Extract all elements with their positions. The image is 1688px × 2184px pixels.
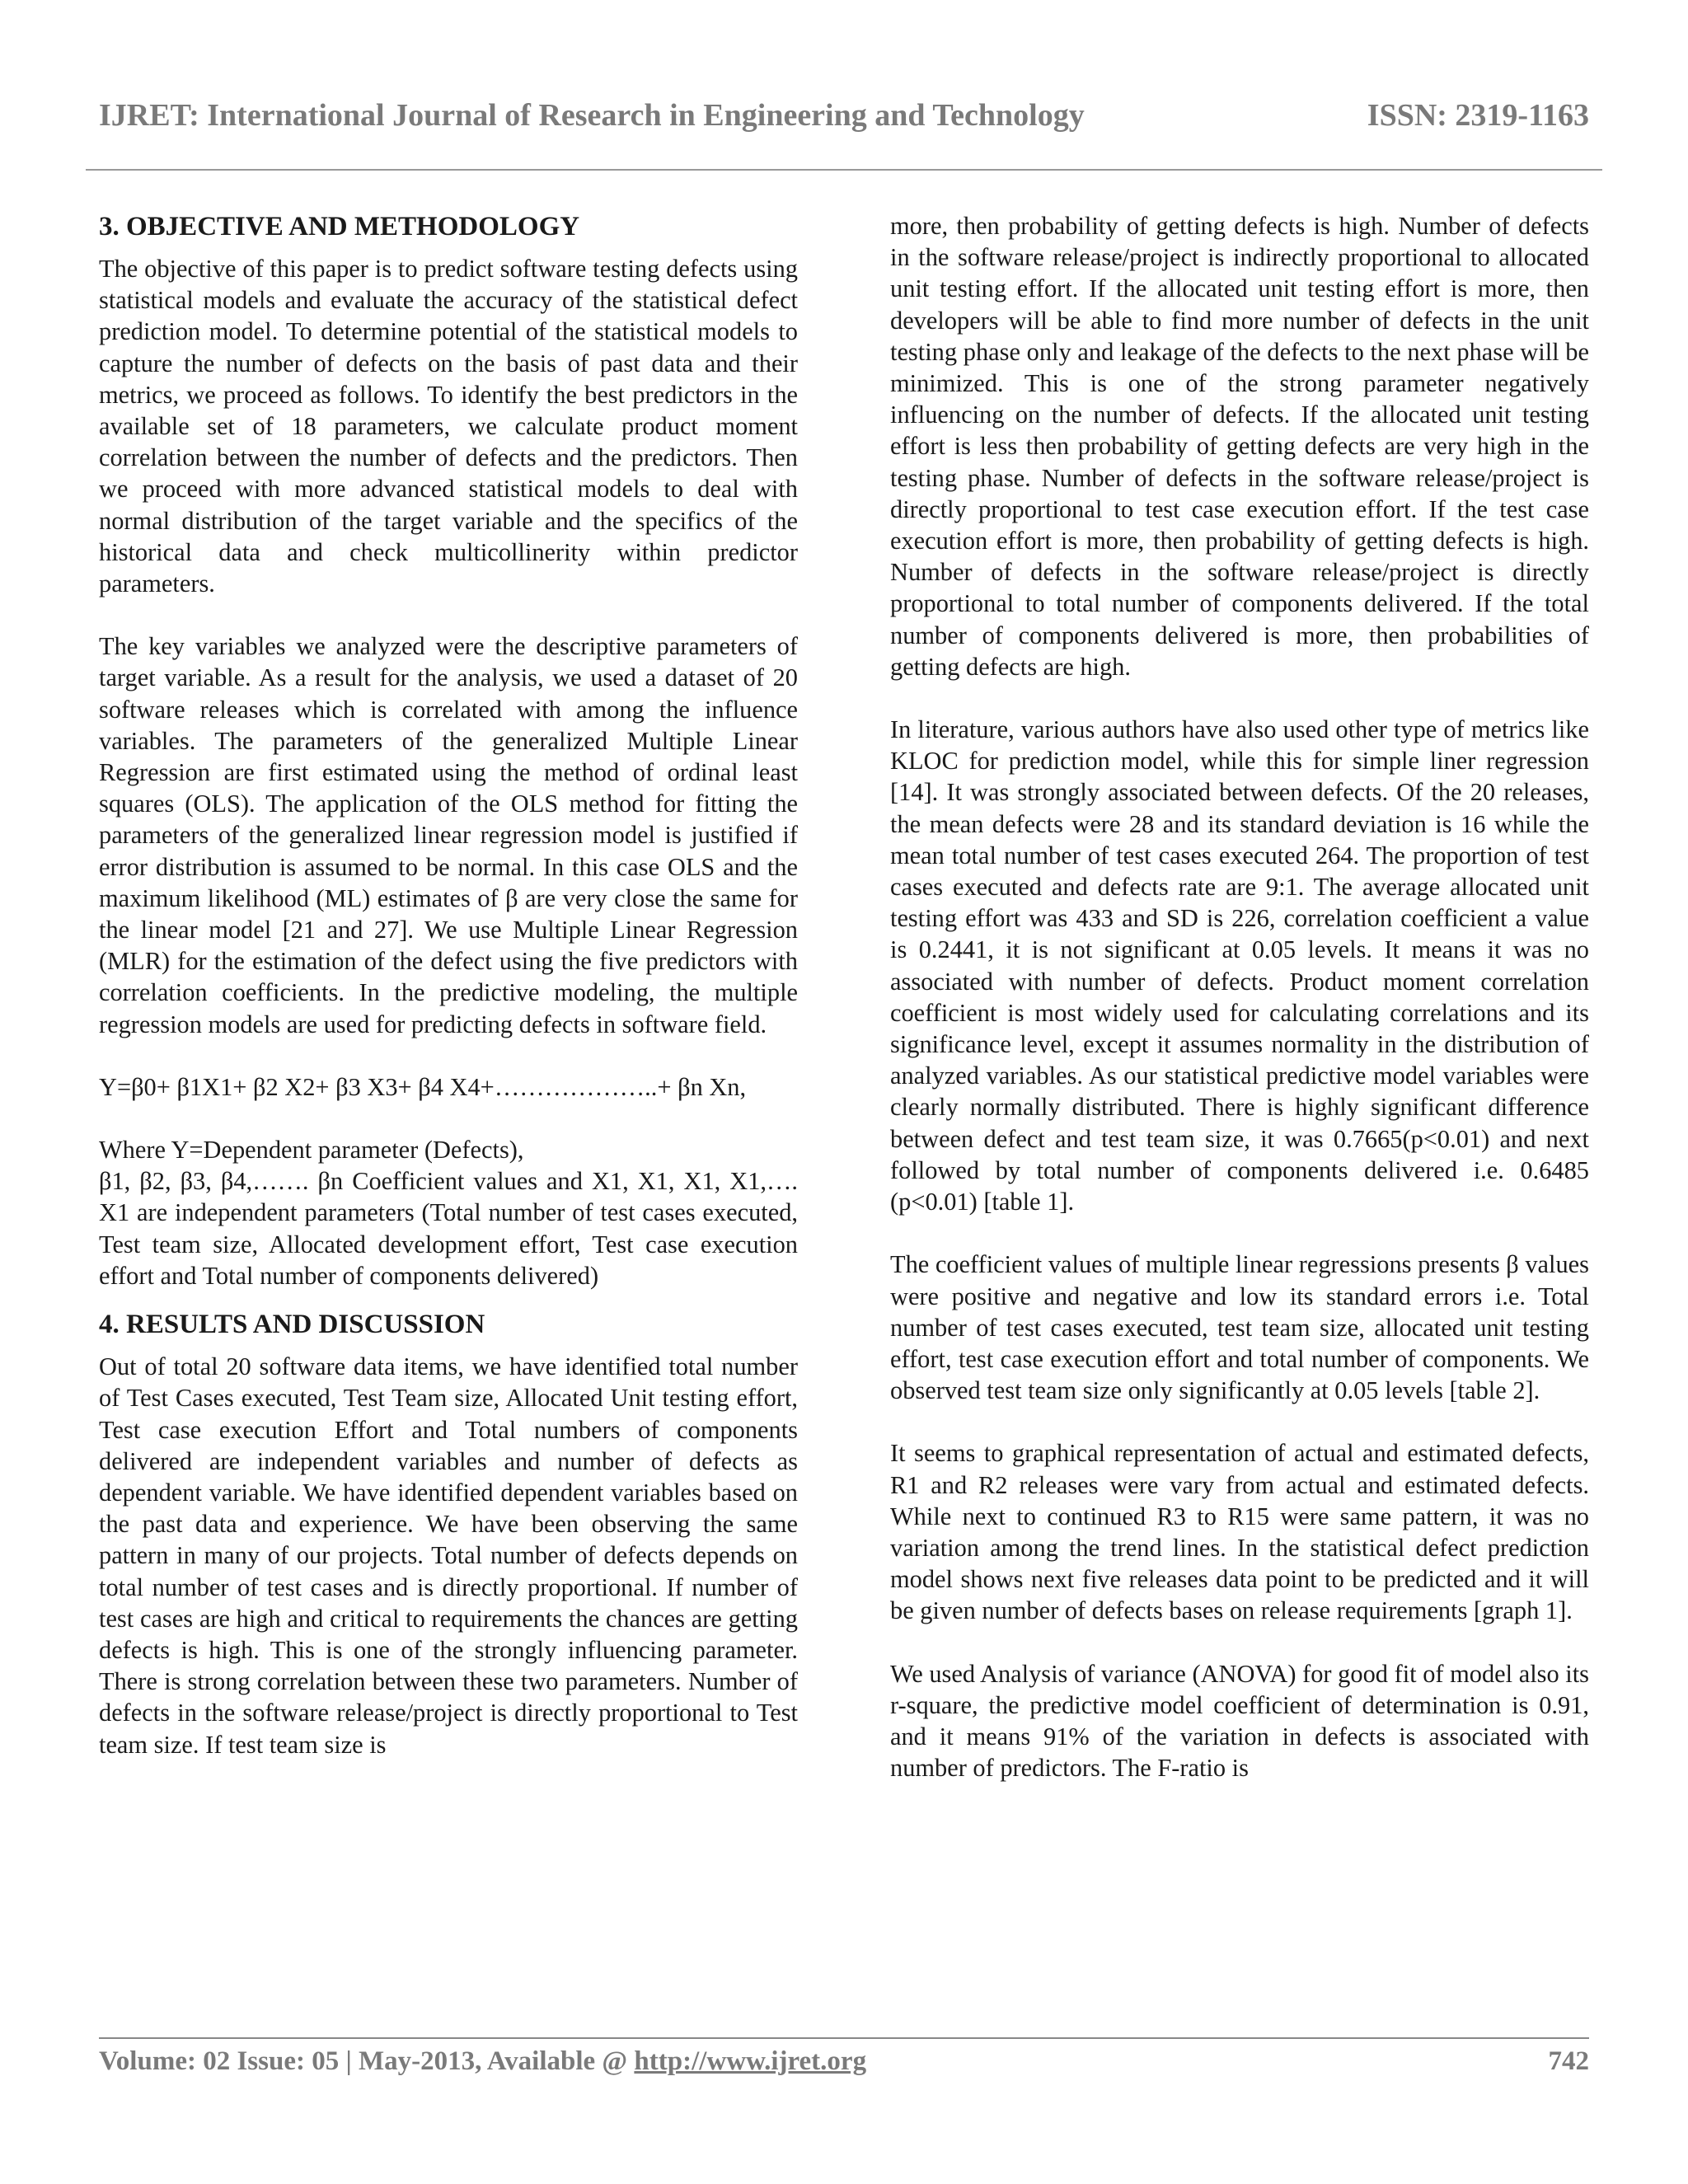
right-column — [890, 210, 1589, 1783]
section-4-heading: 4. RESULTS AND DISCUSSION — [99, 1310, 485, 1340]
footer-divider — [99, 2037, 1589, 2039]
header-divider — [86, 169, 1602, 171]
journal-title: IJRET: International Journal of Research in Engineering and Technology — [99, 98, 1085, 133]
page-number: 742 — [1548, 2046, 1589, 2076]
coefficient-paragraph: The coefficient values of multiple linear regressions presents β values were positive and negative and low its standard errors i.e. Total number of test cases executed, test team size, allocated unit testing effort, test case execution effort and total number of components. We observed test team size only significantly at 0.05 levels [table 2]. — [890, 1250, 1589, 1405]
journal-link[interactable]: http://www.ijret.org — [634, 2046, 867, 2076]
literature-paragraph: In literature, various authors have also used other type of metrics like KLOC for prediction model, while this for simple liner regression [14]. It was strongly associated between defects. Of the 20 releases, the mean defects were 28 and its standard deviation is 16 while the mean total number of test cases executed 264. The proportion of test cases executed and defects rate are 9:1. The average allocated unit testing effort was 433 and SD is 226, correlation coefficient a value is 0.2441, it is not significant at 0.05 levels. It means it was no associated with number of defects. Product moment correlation coefficient is most widely used for calculating correlations and its significance level, except it assumes normality in the distribution of analyzed variables. As our statistical predictive model variables were clearly normally distributed. There is highly significant difference between defect and test team size, it was 0.7665(p<0.01) and next followed by total number of components delivered i.e. 0.6485 (p<0.01) [table 1]. — [890, 715, 1589, 1216]
anova-paragraph: We used Analysis of variance (ANOVA) for good fit of model also its r-square, the predictive model coefficient of determination is 0.91, and it means 91% of the variation in defects is associated with number of predictors. The F-ratio is — [890, 1659, 1589, 1783]
regression-equation: Y=β0+ β1X1+ β2 X2+ β3 X3+ β4 X4+………………..+ βn Xn, — [99, 1072, 747, 1101]
left-column — [99, 210, 798, 1760]
page-footer — [99, 2046, 1589, 2083]
key-variables-paragraph: The key variables we analyzed were the descriptive parameters of target variable. As a result for the analysis, we used a dataset of 20 software releases which is correlated with among the influence variables. The parameters of the generalized Multiple Linear Regression are first estimated using the method of ordinal least squares (OLS). The application of the OLS method for fitting the parameters of the generalized linear regression model is justified if error distribution is assumed to be normal. In this case OLS and the maximum likelihood (ML) estimates of β are very close the same for the linear model [21 and 27]. We use Multiple Linear Regression (MLR) for the estimation of the defect using the five predictors with correlation coefficients. In the predictive modeling, the multiple regression models are used for predicting defects in software field. — [99, 632, 798, 1038]
results-paragraph: Out of total 20 software data items, we have identified total number of Test Cases executed, Test Team size, Allocated Unit testing effort, Test case execution Effort and Total numbers of components delivered are independent variables and number of defects as dependent variable. We have identified dependent variables based on the past data and experience. We have been observing the same pattern in many of our projects. Total number of defects depends on total number of test cases and is directly proportional. If number of test cases are high and critical to requirements the chances are getting defects is high. This is one of the strongly influencing parameter. There is strong correlation between these two parameters. Number of defects in the software release/project is directly proportional to Test team size. If test team size is — [99, 1352, 798, 1759]
footer-prefix: Volume: 02 Issue: 05 | May-2013, Available @ — [99, 2046, 635, 2076]
graph-paragraph: It seems to graphical representation of actual and estimated defects, R1 and R2 releases were vary from actual and estimated defects. While next to continued R3 to R15 were same pattern, it was no variation among the trend lines. In the statistical defect prediction model shows next five releases data point to be predicted and it will be given number of defects bases on release requirements [graph 1]. — [890, 1439, 1589, 1625]
section-3-heading: 3. OBJECTIVE AND METHODOLOGY — [99, 212, 580, 241]
issn: ISSN: 2319-1163 — [1367, 98, 1589, 133]
page-header — [99, 97, 1589, 147]
footer-citation — [99, 2046, 866, 2077]
where-line: Where Y=Dependent parameter (Defects), — [99, 1136, 524, 1165]
where-definitions: β1, β2, β3, β4,……. βn Coefficient values and X1, X1, X1, X1,…. X1 are independent parameters (Total number of test cases executed, Test team size, Allocated development effort, Test case execution effort and Total number of components delivered) — [99, 1167, 798, 1290]
continued-paragraph: more, then probability of getting defects is high. Number of defects in the software release/project is indirectly proportional to allocated unit testing effort. If the allocated unit testing effort is more, then developers will be able to find more number of defects in the unit testing phase only and leakage of the defects to the next phase will be minimized. This is one of the strong parameter negatively influencing on the number of defects. If the allocated unit testing effort is less then probability of getting defects are very high in the testing phase. Number of defects in the software release/project is directly proportional to test case execution effort. If the test case execution effort is more, then probability of getting defects is high. Number of defects in the software release/project is directly proportional to total number of components delivered. If the total number of components delivered is more, then probabilities of getting defects are high. — [890, 212, 1589, 681]
objective-paragraph: The objective of this paper is to predict software testing defects using statistical models and evaluate the accuracy of the statistical defect prediction model. To determine potential of the statistical models to capture the number of defects on the basis of past data and their metrics, we proceed as follows. To identify the best predictors in the available set of 18 parameters, we calculate product moment correlation between the number of defects and the predictors. Then we proceed with more advanced statistical models to deal with normal distribution of the target variable and the specifics of the historical data and check multicollinerity within predictor parameters. — [99, 255, 798, 598]
